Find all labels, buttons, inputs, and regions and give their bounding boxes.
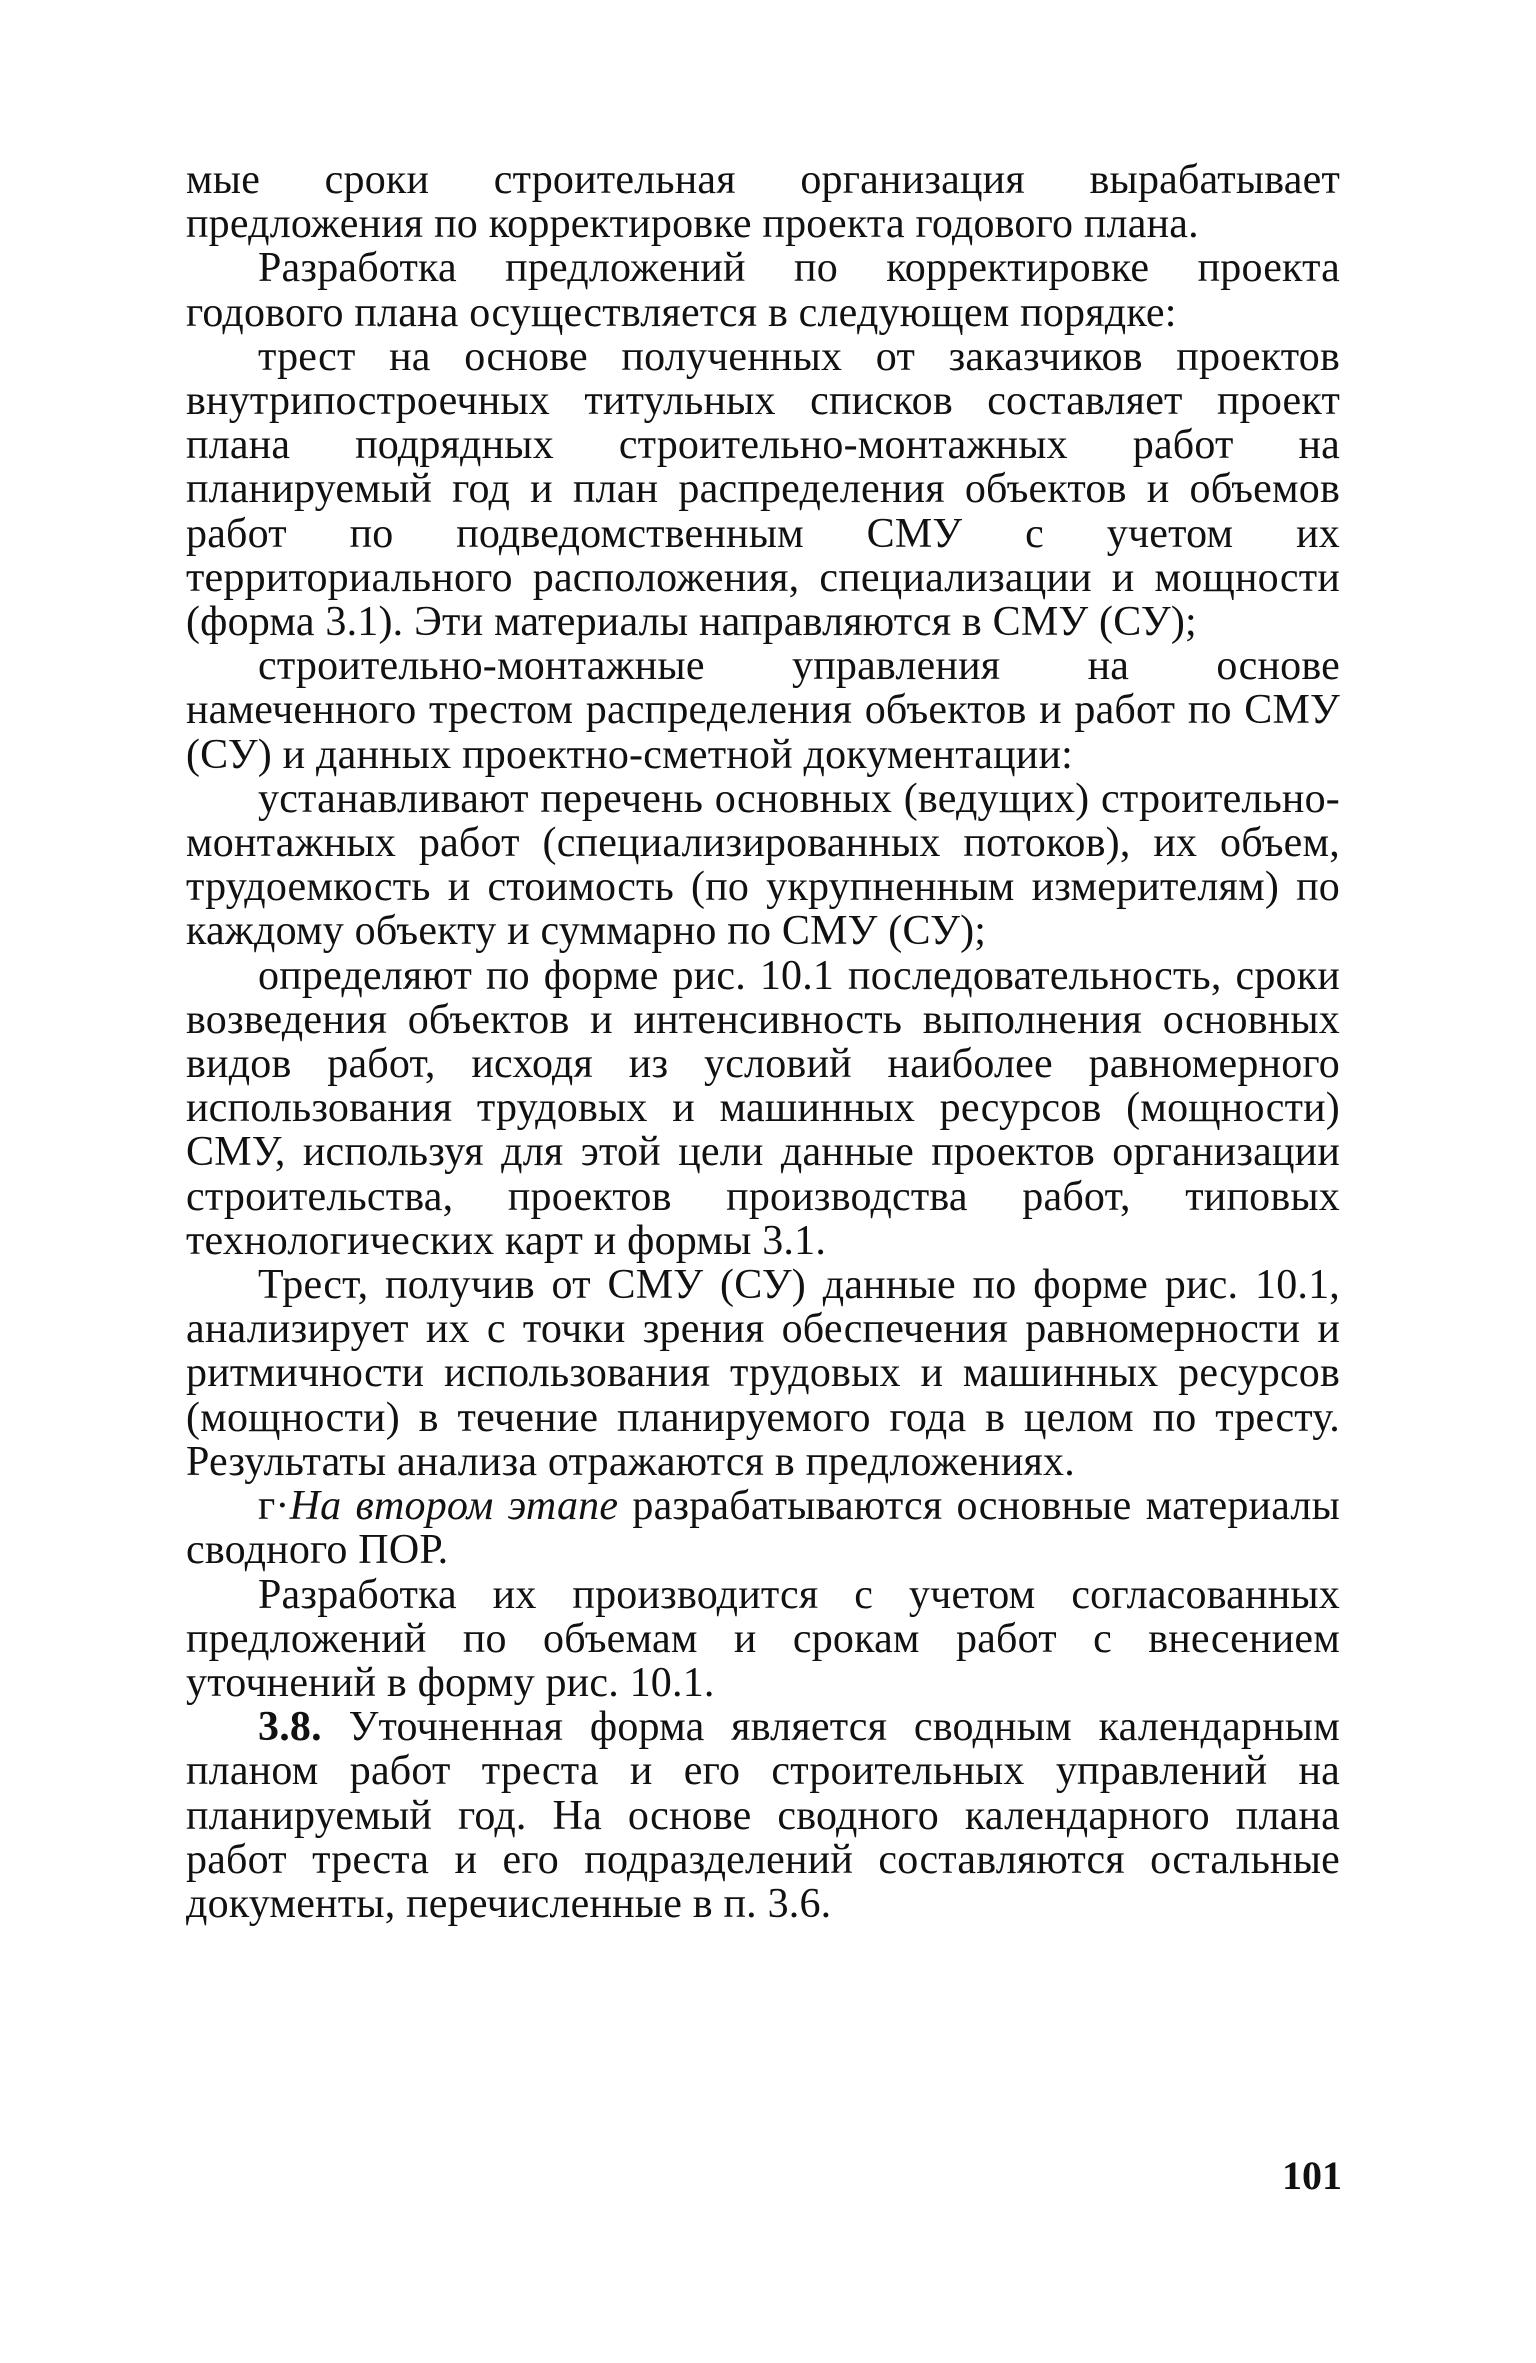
stage-2-rest: разрабатываются основные материалы сводного ПОР. <box>186 1483 1340 1574</box>
paragraph-6: определяют по форме рис. 10.1 последовательность, сроки возведения объектов и интенсивность выполнения основных видов работ, исходя из условий наиболее равномерного использования трудовых и машинных ресурсов (мощности) СМУ, используя для этой цели данные проектов организации строительства, проектов производства работ, типовых технологических карт и формы 3.1. <box>186 952 1340 1264</box>
paragraph-1: мые сроки строительная организация вырабатывает предложения по корректировке проекта годового плана. <box>186 157 1340 248</box>
paragraph-stage-2 <box>186 1484 1340 1572</box>
paragraph-2: Разработка предложений по корректировке проекта годового плана осуществляется в следующем порядке: <box>186 245 1340 336</box>
paragraph-5: устанавливают перечень основных (ведущих) строительно-монтажных работ (специализированных потоков), их объем, трудоемкость и стоимость (по укрупненным измерителям) по каждому объекту и суммарно по СМУ (СУ); <box>186 775 1340 955</box>
section-number: 3.8. <box>258 1704 322 1751</box>
page-number: 101 <box>1282 2153 1342 2198</box>
paragraph-after-stage-2: Разработка их производится с учетом согласованных предложений по объемам и срокам работ с внесением уточнений в форму рис. 10.1. <box>186 1571 1340 1706</box>
stage-2-prefix: г· <box>258 1483 290 1530</box>
section-3-8-text: Уточненная форма является сводным календарным планом работ треста и его строительных управлений на планируемый год. На основе сводного календарного плана работ треста и его подразделений составляются остальные документы, перечисленные в п. 3.6. <box>186 1704 1340 1927</box>
page-body <box>186 158 1340 1926</box>
section-3-8 <box>186 1705 1340 1926</box>
paragraph-3: трест на основе полученных от заказчиков проектов внутрипостроечных титульных списков составляет проект плана подрядных строительно-монтажных работ на планируемый год и план распределения объектов и объемов работ по подведомственным СМУ с учетом их территориального расположения, специализации и мощности (форма 3.1). Эти материалы направляются в СМУ (СУ); <box>186 333 1340 646</box>
paragraph-7: Трест, получив от СМУ (СУ) данные по форме рис. 10.1, анализирует их с точки зрения обеспечения равномерности и ритмичности использования трудовых и машинных ресурсов (мощности) в течение планируемого года в целом по тресту. Результаты анализа отражаются в предложениях. <box>186 1262 1340 1485</box>
paragraph-4: строительно-монтажные управления на основе намеченного трестом распределения объектов и работ по СМУ (СУ) и данных проектно-сметной документации: <box>186 643 1340 778</box>
stage-2-italic: На втором этапе <box>289 1483 619 1530</box>
